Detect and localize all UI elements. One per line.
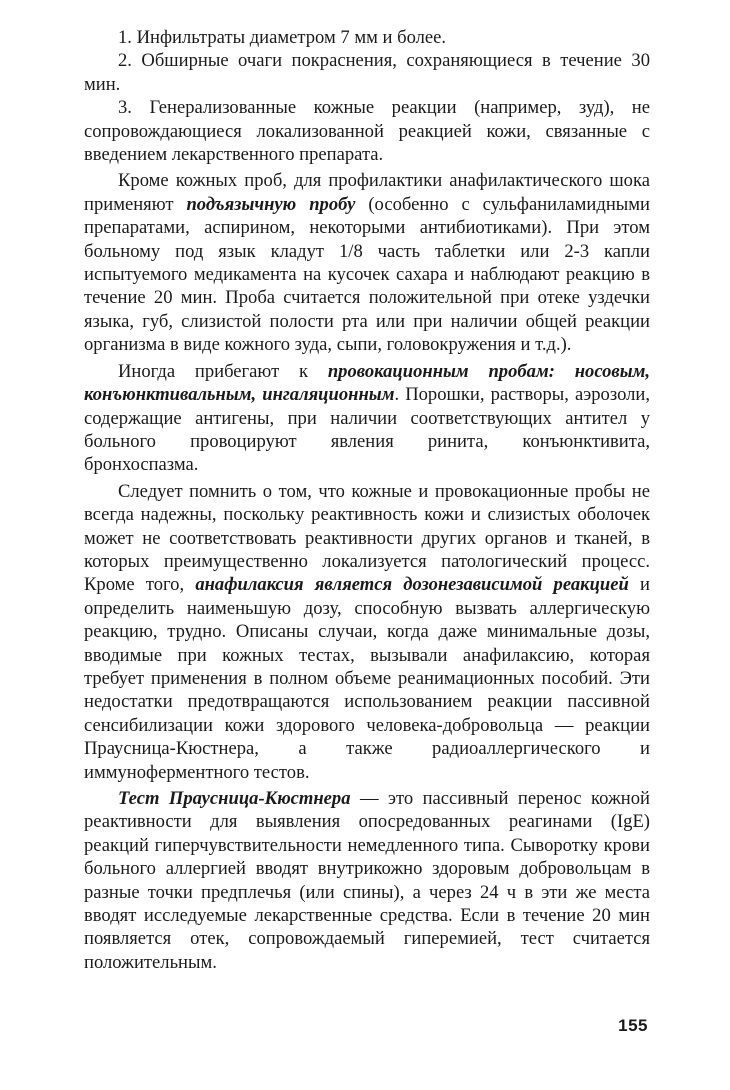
paragraph-sublingual-test bbox=[84, 169, 650, 356]
list-item-3: 3. Генерализованные кожные реакции (например, зуд), не сопровождающиеся локализованной реакцией кожи, связанные с введением лекарственного препарата. bbox=[84, 97, 650, 166]
paragraph-reliability bbox=[84, 480, 650, 784]
list-item-1: 1. Инфильтраты диаметром 7 мм и более. bbox=[118, 27, 447, 48]
paragraph-prausnitz-kustner bbox=[84, 787, 650, 974]
list-item-2: 2. Обширные очаги покраснения, сохраняющиеся в течение 30 мин. bbox=[84, 50, 650, 95]
page-number: 155 bbox=[618, 1016, 648, 1035]
paragraph-text: Следует помнить о том, что кожные и провокационные пробы не всегда надежны, поскольку реактивность кожи и слизистых оболочек может не соответствовать реактивности других органов и тканей, в которых преимущественно локализуется патологический процесс. Кроме того, bbox=[84, 480, 650, 596]
paragraph-text: (особенно с сульфаниламидными препаратами, аспирином, некоторыми антибиотиками). При этом больному под язык кладут 1/8 часть таблетки или 2-3 капли испытуемого медикамента на кусочек сахара и наблюдают реакцию в течение 20 мин. Проба считается положительной при отеке уздечки языка, губ, слизистой полости рта или при наличии общей реакции организма в виде кожного зуда, сыпи, головокружения и т.д.). bbox=[84, 193, 650, 356]
paragraph-text: и определить наименьшую дозу, способную вызвать аллергическую реакцию, трудно. Описаны случаи, когда даже минимальные дозы, вводимые при кожных тестах, вызывали анафилаксию, которая требует применения в полном объеме реанимационных пособий. Эти недостатки предотвращаются использованием реакции пассивной сенсибилизации кожи здорового человека-добровольца — реакции Праусница-Кюстнера, а также радиоаллергического и иммуноферментного тестов. bbox=[84, 574, 650, 783]
emphasis-term: подъязычную пробу bbox=[186, 193, 356, 215]
emphasis-term: анафилаксия является дозонезависимой реакцией bbox=[195, 574, 629, 596]
paragraph-text: Кроме кожных проб, для профилактики анафилактического шока применяют bbox=[84, 170, 650, 215]
paragraph-provocation-tests bbox=[84, 360, 650, 477]
paragraph-text: . Порошки, растворы, аэрозоли, содержащие антигены, при наличии соответствующих антител у больного провоцируют явления ринита, конъюнктивита, бронхоспазма. bbox=[84, 384, 650, 476]
emphasis-term: Тест Праусница-Кюстнера bbox=[118, 788, 351, 809]
emphasis-term: провокационным пробам: носовым, конъюнктивальным, ингаляционным bbox=[84, 360, 650, 406]
page-body bbox=[84, 26, 650, 974]
paragraph-text: — это пассивный перенос кожной реактивности для выявления опосредованных реагинами (IgE) реакций гиперчувствительности немедленного типа. Сыворотку крови больного аллергией вводят внутрикожно здоровым добровольцам в разные точки предплечья (или спины), а через 24 ч в эти же места вводят исследуемые лекарственные средства. Если в течение 20 мин появляется отек, сопровождаемый гиперемией, тест считается положительным. bbox=[84, 788, 650, 973]
paragraph-text: Иногда прибегают к bbox=[118, 360, 328, 382]
